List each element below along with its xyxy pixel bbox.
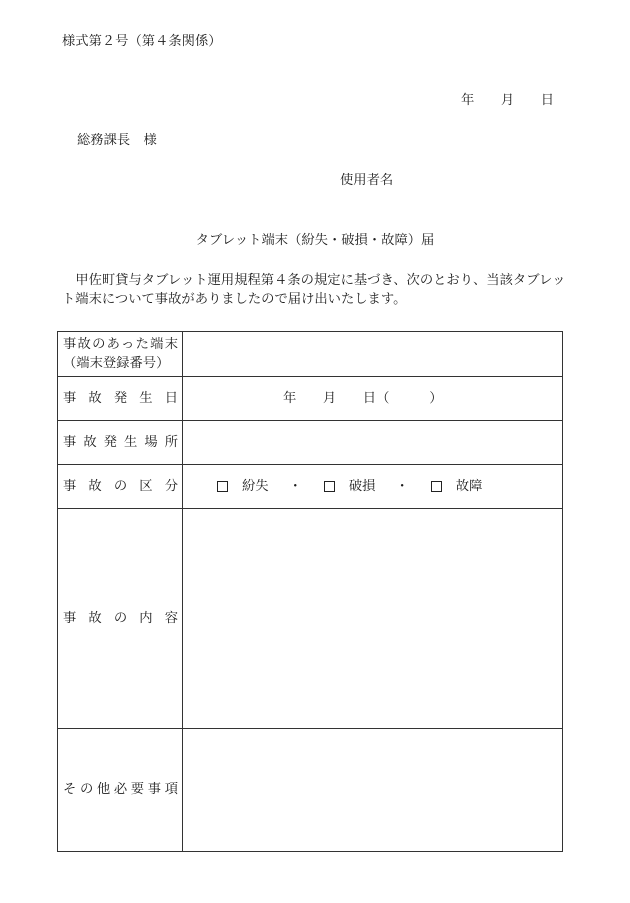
body-text-line: ト端末について事故がありましたので届け出いたします。 <box>62 292 407 307</box>
row-other-matters <box>58 729 563 852</box>
accident-date-label-cell <box>58 377 183 421</box>
option-damage-label: 破損 <box>348 478 376 494</box>
option-loss-label: 紛失 <box>242 478 269 494</box>
device-number-field[interactable] <box>183 332 563 377</box>
accident-date-field[interactable] <box>183 377 563 421</box>
category-options <box>183 479 562 495</box>
row-accident-category <box>58 465 563 509</box>
other-matters-label-cell <box>58 729 183 852</box>
submission-date-line: 年 月 日 <box>461 93 555 108</box>
device-label <box>58 332 183 377</box>
checkbox-damage[interactable] <box>324 481 335 492</box>
body-text-line: 甲佐町貸与タブレット運用規程第４条の規定に基づき、次のとおり、当該タブレッ <box>62 273 566 288</box>
row-device <box>58 332 563 377</box>
accident-details-label-cell <box>58 509 183 729</box>
row-accident-details <box>58 509 563 729</box>
row-accident-date <box>58 377 563 421</box>
accident-category-field <box>183 465 563 509</box>
accident-date-template: 年 月 日（ ） <box>283 390 443 406</box>
other-matters-field[interactable] <box>183 729 563 852</box>
form-number: 様式第２号（第４条関係） <box>62 34 222 49</box>
accident-place-field[interactable] <box>183 421 563 465</box>
accident-place-label: 事故発生場所 <box>63 434 178 450</box>
applicant-name-label: 使用者名 <box>340 173 394 188</box>
other-matters-label: その他必要事項 <box>63 782 178 797</box>
addressee: 総務課長 様 <box>77 133 157 148</box>
accident-date-label: 事故発生日 <box>63 390 178 406</box>
accident-details-field[interactable] <box>183 509 563 729</box>
accident-report-table <box>57 331 563 852</box>
accident-category-label: 事故の区分 <box>63 478 178 494</box>
row-accident-place <box>58 421 563 465</box>
accident-category-label-cell <box>58 465 183 509</box>
accident-details-label: 事故の内容 <box>63 610 178 626</box>
device-label-line2: （端末登録番号） <box>63 356 170 371</box>
option-separator: ・ <box>395 478 409 494</box>
checkbox-malfunction[interactable] <box>431 481 442 492</box>
document-title: タブレット端末（紛失・破損・故障）届 <box>195 233 435 248</box>
accident-place-label-cell <box>58 421 183 465</box>
option-separator: ・ <box>288 478 302 494</box>
checkbox-loss[interactable] <box>217 481 228 492</box>
device-label-line1: 事故のあった端末 <box>63 337 178 352</box>
option-malfunction-label: 故障 <box>455 478 483 494</box>
accident-report-table-body <box>58 332 563 852</box>
